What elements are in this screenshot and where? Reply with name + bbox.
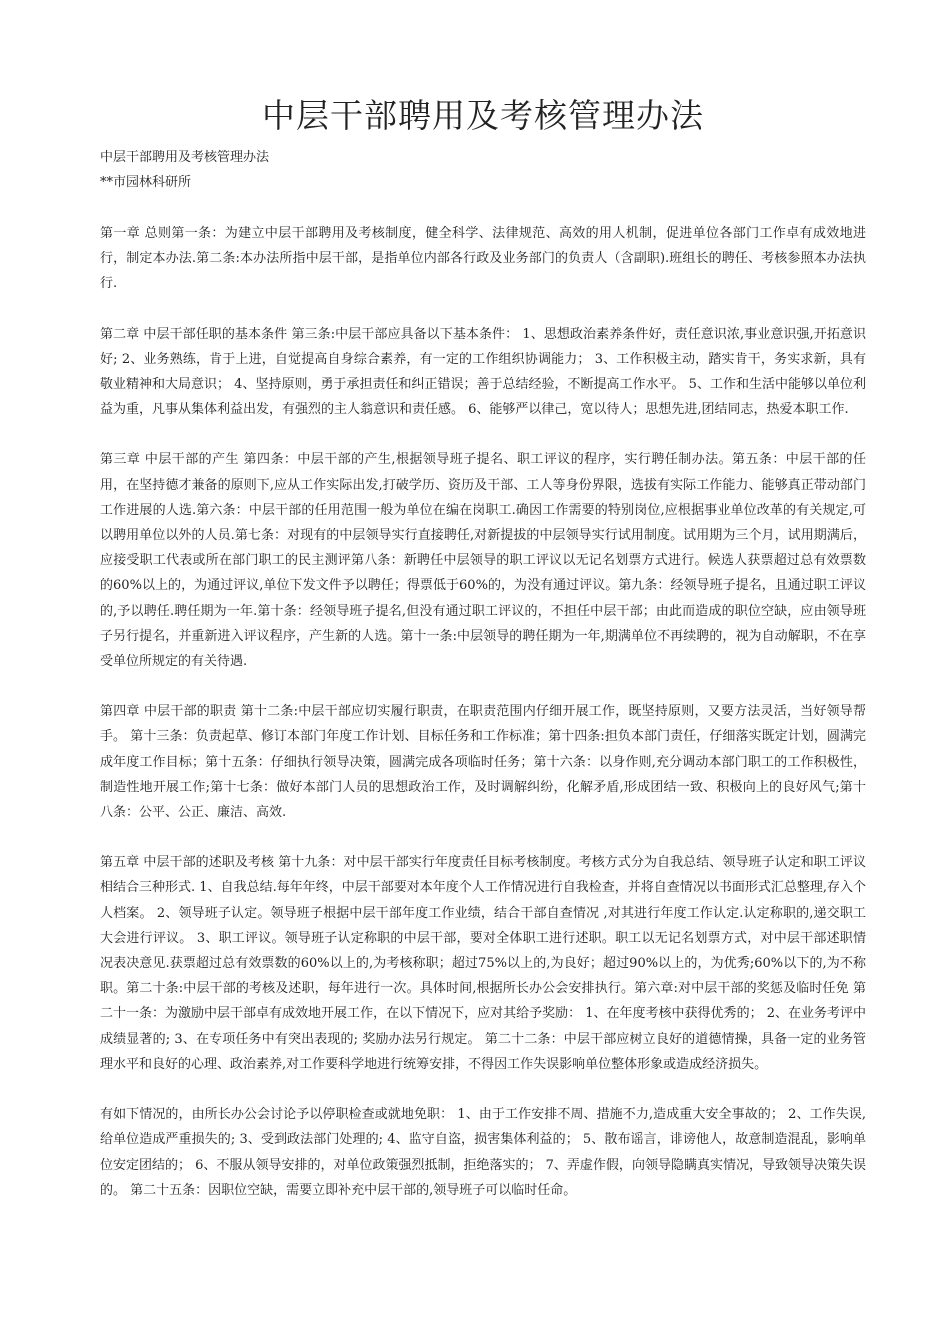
dismissal-conditions-paragraph: 有如下情况的，由所长办公会讨论予以停职检查或就地免职： 1、由于工作安排不周、措施不力,造成重大安全事故的； 2、工作失误,给单位造成严重损失的; 3、受到政法部门处理的; 4、监守自盗，损害集体利益的； 5、散布谣言，诽谤他人，故意制造混乱，影响单位安定团结的； 6、不服从领导安排的，对单位政策强烈抵制，拒绝落实的； 7、弄虚作假，向领导隐瞒真实情况，导致领导决策失误的。 第二十五条：因职位空缺，需要立即补充中层干部的,领导班子可以临时任命。 bbox=[100, 1107, 866, 1198]
chapter-3-paragraph: 第三章 中层干部的产生 第四条：中层干部的产生,根据领导班子提名、职工评议的程序，实行聘任制办法。第五条：中层干部的任用，在坚持德才兼备的原则下,应从工作实际出发,打破学历、资历及干部、工人等身份界限，选拔有实际工作能力、能够真正带动部门工作进展的人选.第六条：中层干部的任用范围一般为单位在编在岗职工.确因工作需要的特别岗位,应根据事业单位改革的有关规定,可以聘用单位以外的人员.第七条：对现有的中层领导实行直接聘任,对新提拔的中层领导实行试用制度。试用期为三个月，试用期满后，应接受职工代表或所在部门职工的民主测评第八条：新聘任中层领导的职工评议以无记名划票方式进行。候选人获票超过总有效票数的60%以上的，为通过评议,单位下发文件予以聘任；得票低于60%的，为没有通过评议。第九条：经领导班子提名，且通过职工评议的,予以聘任.聘任期为一年.第十条：经领导班子提名,但没有通过职工评议的，不担任中层干部；由此而造成的职位空缺，应由领导班子另行提名，并重新进入评议程序，产生新的人选。第十一条:中层领导的聘任期为一年,期满单位不再续聘的，视为自动解职，不在享受单位所规定的有关待遇. bbox=[100, 452, 866, 670]
chapter-1-paragraph: 第一章 总则第一条：为建立中层干部聘用及考核制度，健全科学、法律规范、高效的用人机制，促进单位各部门工作卓有成效地进行，制定本办法.第二条:本办法所指中层干部，是指单位内部各行政及业务部门的负责人（含副职).班组长的聘任、考核参照本办法执行. bbox=[100, 226, 866, 292]
document-page bbox=[100, 0, 866, 1203]
chapter-4-paragraph: 第四章 中层干部的职责 第十二条:中层干部应切实履行职责，在职责范围内仔细开展工作，既坚持原则，又要方法灵活，当好领导帮手。 第十三条：负责起草、修订本部门年度工作计划、目标任务和工作标准；第十四条:担负本部门责任，仔细落实既定计划，圆满完成年度工作目标；第十五条：仔细执行领导决策，圆满完成各项临时任务；第十六条：以身作则,充分调动本部门职工的工作积极性，制造性地开展工作;第十七条：做好本部门人员的思想政治工作，及时调解纠纷，化解矛盾,形成团结一致、积极向上的良好风气;第十八条：公平、公正、廉洁、高效. bbox=[100, 704, 866, 821]
document-subtitle: 中层干部聘用及考核管理办法 bbox=[100, 150, 270, 165]
chapter-5-paragraph: 第五章 中层干部的述职及考核 第十九条：对中层干部实行年度责任目标考核制度。考核方式分为自我总结、领导班子认定和职工评议相结合三种形式. 1、自我总结.每年年终，中层干部要对本年度个人工作情况进行自我检查，并将自查情况以书面形式汇总整理,存入个人档案。 2、领导班子认定。领导班子根据中层干部年度工作业绩，结合干部自查情况 ,对其进行年度工作认定.认定称职的,递交职工大会进行评议。 3、职工评议。领导班子认定称职的中层干部，要对全体职工进行述职。职工以无记名划票方式，对中层干部述职情况表决意见.获票超过总有效票数的60%以上的,为考核称职；超过75%以上的,为良好；超过90%以上的，为优秀;60%以下的,为不称职。第二十条:中层干部的考核及述职，每年进行一次。具体时间,根据所长办公会安排执行。第六章:对中层干部的奖惩及临时任免 第二十一条：为激励中层干部卓有成效地开展工作，在以下情况下，应对其给予奖励： 1、在年度考核中获得优秀的； 2、在业务考评中成绩显著的; 3、在专项任务中有突出表现的; 奖励办法另行规定。 第二十二条：中层干部应树立良好的道德情操，具备一定的业务管理水平和良好的心理、政治素养,对工作要科学地进行统筹安排，不得因工作失误影响单位整体形象或造成经济损失。 bbox=[100, 855, 866, 1072]
chapter-2-paragraph: 第二章 中层干部任职的基本条件 第三条:中层干部应具备以下基本条件： 1、思想政治素养条件好，责任意识浓,事业意识强,开拓意识好; 2、业务熟练，肯于上进，自觉提高自身综合素养，有一定的工作组织协调能力； 3、工作积极主动，踏实肯干，务实求新，具有敬业精神和大局意识； 4、坚持原则，勇于承担责任和纠正错误；善于总结经验，不断提高工作水平。 5、工作和生活中能够以单位利益为重，凡事从集体利益出发，有强烈的主人翁意识和责任感。 6、能够严以律己，宽以待人；思想先进,团结同志，热爱本职工作. bbox=[100, 326, 866, 418]
document-title: 中层干部聘用及考核管理办法 bbox=[262, 96, 704, 135]
organization-name: **市园林科研所 bbox=[100, 175, 192, 190]
